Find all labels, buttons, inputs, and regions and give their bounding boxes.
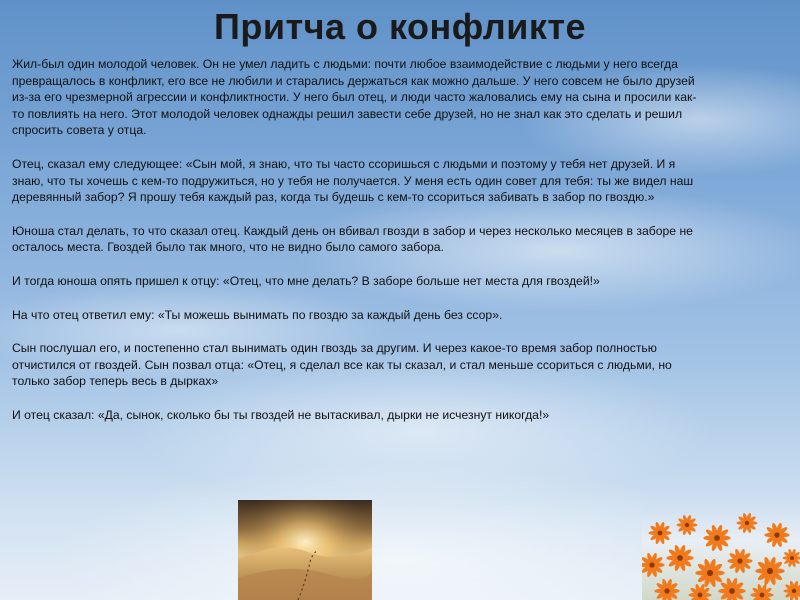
orange-flowers-image bbox=[642, 503, 800, 600]
paragraph-line: Сын послушал его, и постепенно стал вынимать один гвоздь за другим. И через какое-то время забор полностью bbox=[12, 341, 657, 356]
paragraph-line: деревянный забор? Я прошу тебя каждый раз, когда ты будешь с кем-то ссориться забивать в забор по гвоздю.» bbox=[12, 190, 655, 205]
paragraph-line: то повлиять на него. Этот молодой человек однажды решил завести себе друзей, но не знал как это сделать и решил bbox=[12, 106, 683, 121]
paragraph bbox=[12, 156, 794, 206]
paragraph-line: спросить совета у отца. bbox=[12, 123, 147, 138]
desert-dunes-image bbox=[238, 500, 372, 600]
paragraph-line: из-за его чрезмерной агрессии и конфликтности. У него был отец, и люди часто жаловались ему на сына и просили как- bbox=[12, 90, 697, 105]
paragraph-line: На что отец ответил ему: «Ты можешь вынимать по гвоздю за каждый день без ссор». bbox=[12, 307, 503, 322]
paragraph-line: отчистился от гвоздей. Сын позвал отца: «Отец, я сделал все как ты сказал, и стал меньше ссориться с людьми, но bbox=[12, 357, 672, 372]
paragraph-line: Отец, сказал ему следующее: «Сын мой, я знаю, что ты часто ссоришься с людьми и поэтому у тебя нет друзей. И я bbox=[12, 156, 676, 171]
paragraph-line: осталось места. Гвоздей было так много, что не видно было самого забора. bbox=[12, 240, 444, 255]
slide-title: Притча о конфликте bbox=[213, 6, 587, 47]
paragraph bbox=[12, 273, 794, 290]
paragraph bbox=[12, 307, 794, 324]
paragraph bbox=[12, 340, 794, 390]
paragraph-line: знаю, что ты хочешь с кем-то подружиться, но у тебя не получается. У меня есть один совет для тебя: ты же видел наш bbox=[12, 173, 694, 188]
paragraph-line: Жил-был один молодой человек. Он не умел ладить с людьми: почти любое взаимодействие с людьми у него всегда bbox=[12, 57, 678, 71]
paragraph-line: только забор теперь весь в дырках» bbox=[12, 374, 219, 389]
paragraph-line: превращалось в конфликт, его все не любили и старались держаться как можно дальше. У него совсем не было друзей bbox=[12, 73, 695, 88]
paragraph-line: Юноша стал делать, то что сказал отец. Каждый день он вбивал гвозди в забор и через несколько месяцев в заборе не bbox=[12, 223, 693, 238]
paragraph-line: И тогда юноша опять пришел к отцу: «Отец, что мне делать? В заборе больше нет места для гвоздей!» bbox=[12, 273, 600, 288]
paragraph bbox=[12, 407, 794, 424]
parable-text bbox=[12, 56, 794, 441]
paragraph bbox=[12, 223, 794, 256]
paragraph-line: И отец сказал: «Да, сынок, сколько бы ты гвоздей не вытаскивал, дырки не исчезнут никогда!» bbox=[12, 407, 550, 422]
paragraph bbox=[12, 56, 794, 139]
